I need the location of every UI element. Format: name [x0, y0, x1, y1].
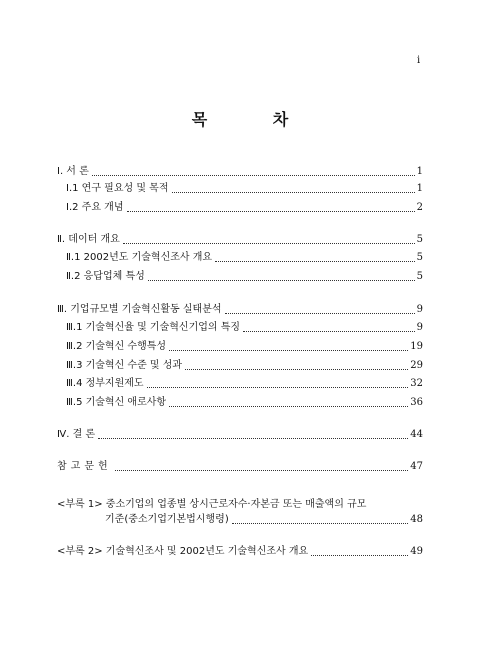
toc-entry-section-2-1[interactable] — [66, 250, 423, 266]
entry-label: Ⅲ. 기업규모별 기술혁신활동 실태분석 — [57, 304, 222, 315]
entry-label: Ⅰ.1 연구 필요성 및 목적 — [66, 183, 169, 194]
toc-entry-section-3-2[interactable] — [66, 339, 423, 355]
leader-dots — [148, 279, 415, 281]
entry-page: 47 — [410, 461, 423, 472]
leader-dots — [169, 405, 408, 407]
toc-entry-appendix-2[interactable] — [57, 544, 423, 560]
toc-entry-section-1-1[interactable] — [66, 181, 423, 197]
entry-label: Ⅰ. 서 론 — [57, 166, 89, 177]
toc-entry-references[interactable] — [57, 459, 423, 475]
entry-page: 19 — [410, 341, 423, 352]
entry-page: 5 — [416, 271, 423, 282]
leader-dots — [215, 260, 415, 262]
entry-label: Ⅲ.2 기술혁신 수행특성 — [66, 341, 167, 352]
leader-dots — [172, 191, 415, 193]
toc-entry-section-3-5[interactable] — [66, 395, 423, 411]
entry-page: 2 — [416, 202, 423, 213]
toc-entry-section-4[interactable] — [57, 427, 423, 443]
entry-label: Ⅰ.2 주요 개념 — [66, 202, 124, 213]
entry-page: 1 — [416, 183, 423, 194]
leader-dots — [123, 242, 415, 244]
toc-entry-section-2[interactable] — [57, 232, 423, 248]
toc-entry-section-1-2[interactable] — [66, 200, 423, 216]
leader-dots — [147, 386, 409, 388]
toc-entry-appendix-1-line1[interactable]: <부록 1> 중소기업의 업종별 상시근로자수·자본금 또는 매출액의 규모 — [57, 499, 367, 510]
entry-label: Ⅱ.1 2002년도 기술혁신조사 개요 — [66, 252, 213, 263]
entry-label: Ⅱ.2 응답업체 특성 — [66, 271, 145, 282]
entry-page: 5 — [416, 252, 423, 263]
leader-dots — [169, 349, 408, 351]
leader-dots — [225, 312, 415, 314]
entry-page: 44 — [410, 429, 423, 440]
page-number: i — [417, 55, 421, 66]
entry-page: 1 — [416, 166, 423, 177]
toc-title: 목 차 — [191, 110, 319, 129]
entry-label: Ⅱ. 데이터 개요 — [57, 234, 120, 245]
toc-entry-section-2-2[interactable] — [66, 269, 423, 285]
leader-dots — [127, 210, 415, 212]
toc-entry-section-3-4[interactable] — [66, 376, 423, 392]
entry-label: <부록 2> 기술혁신조사 및 2002년도 기술혁신조사 개요 — [57, 546, 309, 557]
leader-dots — [98, 437, 408, 439]
entry-label: Ⅲ.1 기술혁신율 및 기술혁신기업의 특징 — [66, 322, 241, 333]
entry-page: 5 — [416, 234, 423, 245]
leader-dots — [115, 469, 409, 471]
entry-page: 49 — [410, 546, 423, 557]
entry-label: Ⅲ.3 기술혁신 수준 및 성과 — [66, 360, 183, 371]
entry-label: 기준(중소기업기본법시행령) — [105, 514, 229, 525]
leader-dots — [92, 174, 415, 176]
entry-page: 9 — [416, 304, 423, 315]
toc-entry-section-3-1[interactable] — [66, 320, 423, 336]
leader-dots — [185, 368, 408, 370]
entry-page: 32 — [410, 378, 423, 389]
toc-entry-section-3-3[interactable] — [66, 358, 423, 374]
entry-label: Ⅲ.5 기술혁신 애로사항 — [66, 397, 167, 408]
entry-label: Ⅲ.4 정부지원제도 — [66, 378, 144, 389]
toc-entry-section-3[interactable] — [57, 302, 423, 318]
entry-label: 참고문헌 — [57, 461, 112, 472]
entry-page: 29 — [410, 360, 423, 371]
toc-entry-section-1[interactable] — [57, 164, 423, 180]
entry-label: Ⅳ. 결 론 — [57, 429, 96, 440]
entry-page: 36 — [410, 397, 423, 408]
toc-entry-appendix-1[interactable] — [105, 512, 423, 528]
leader-dots — [311, 554, 408, 556]
entry-page: 48 — [410, 514, 423, 525]
leader-dots — [232, 522, 409, 524]
entry-page: 9 — [416, 322, 423, 333]
leader-dots — [243, 330, 415, 332]
